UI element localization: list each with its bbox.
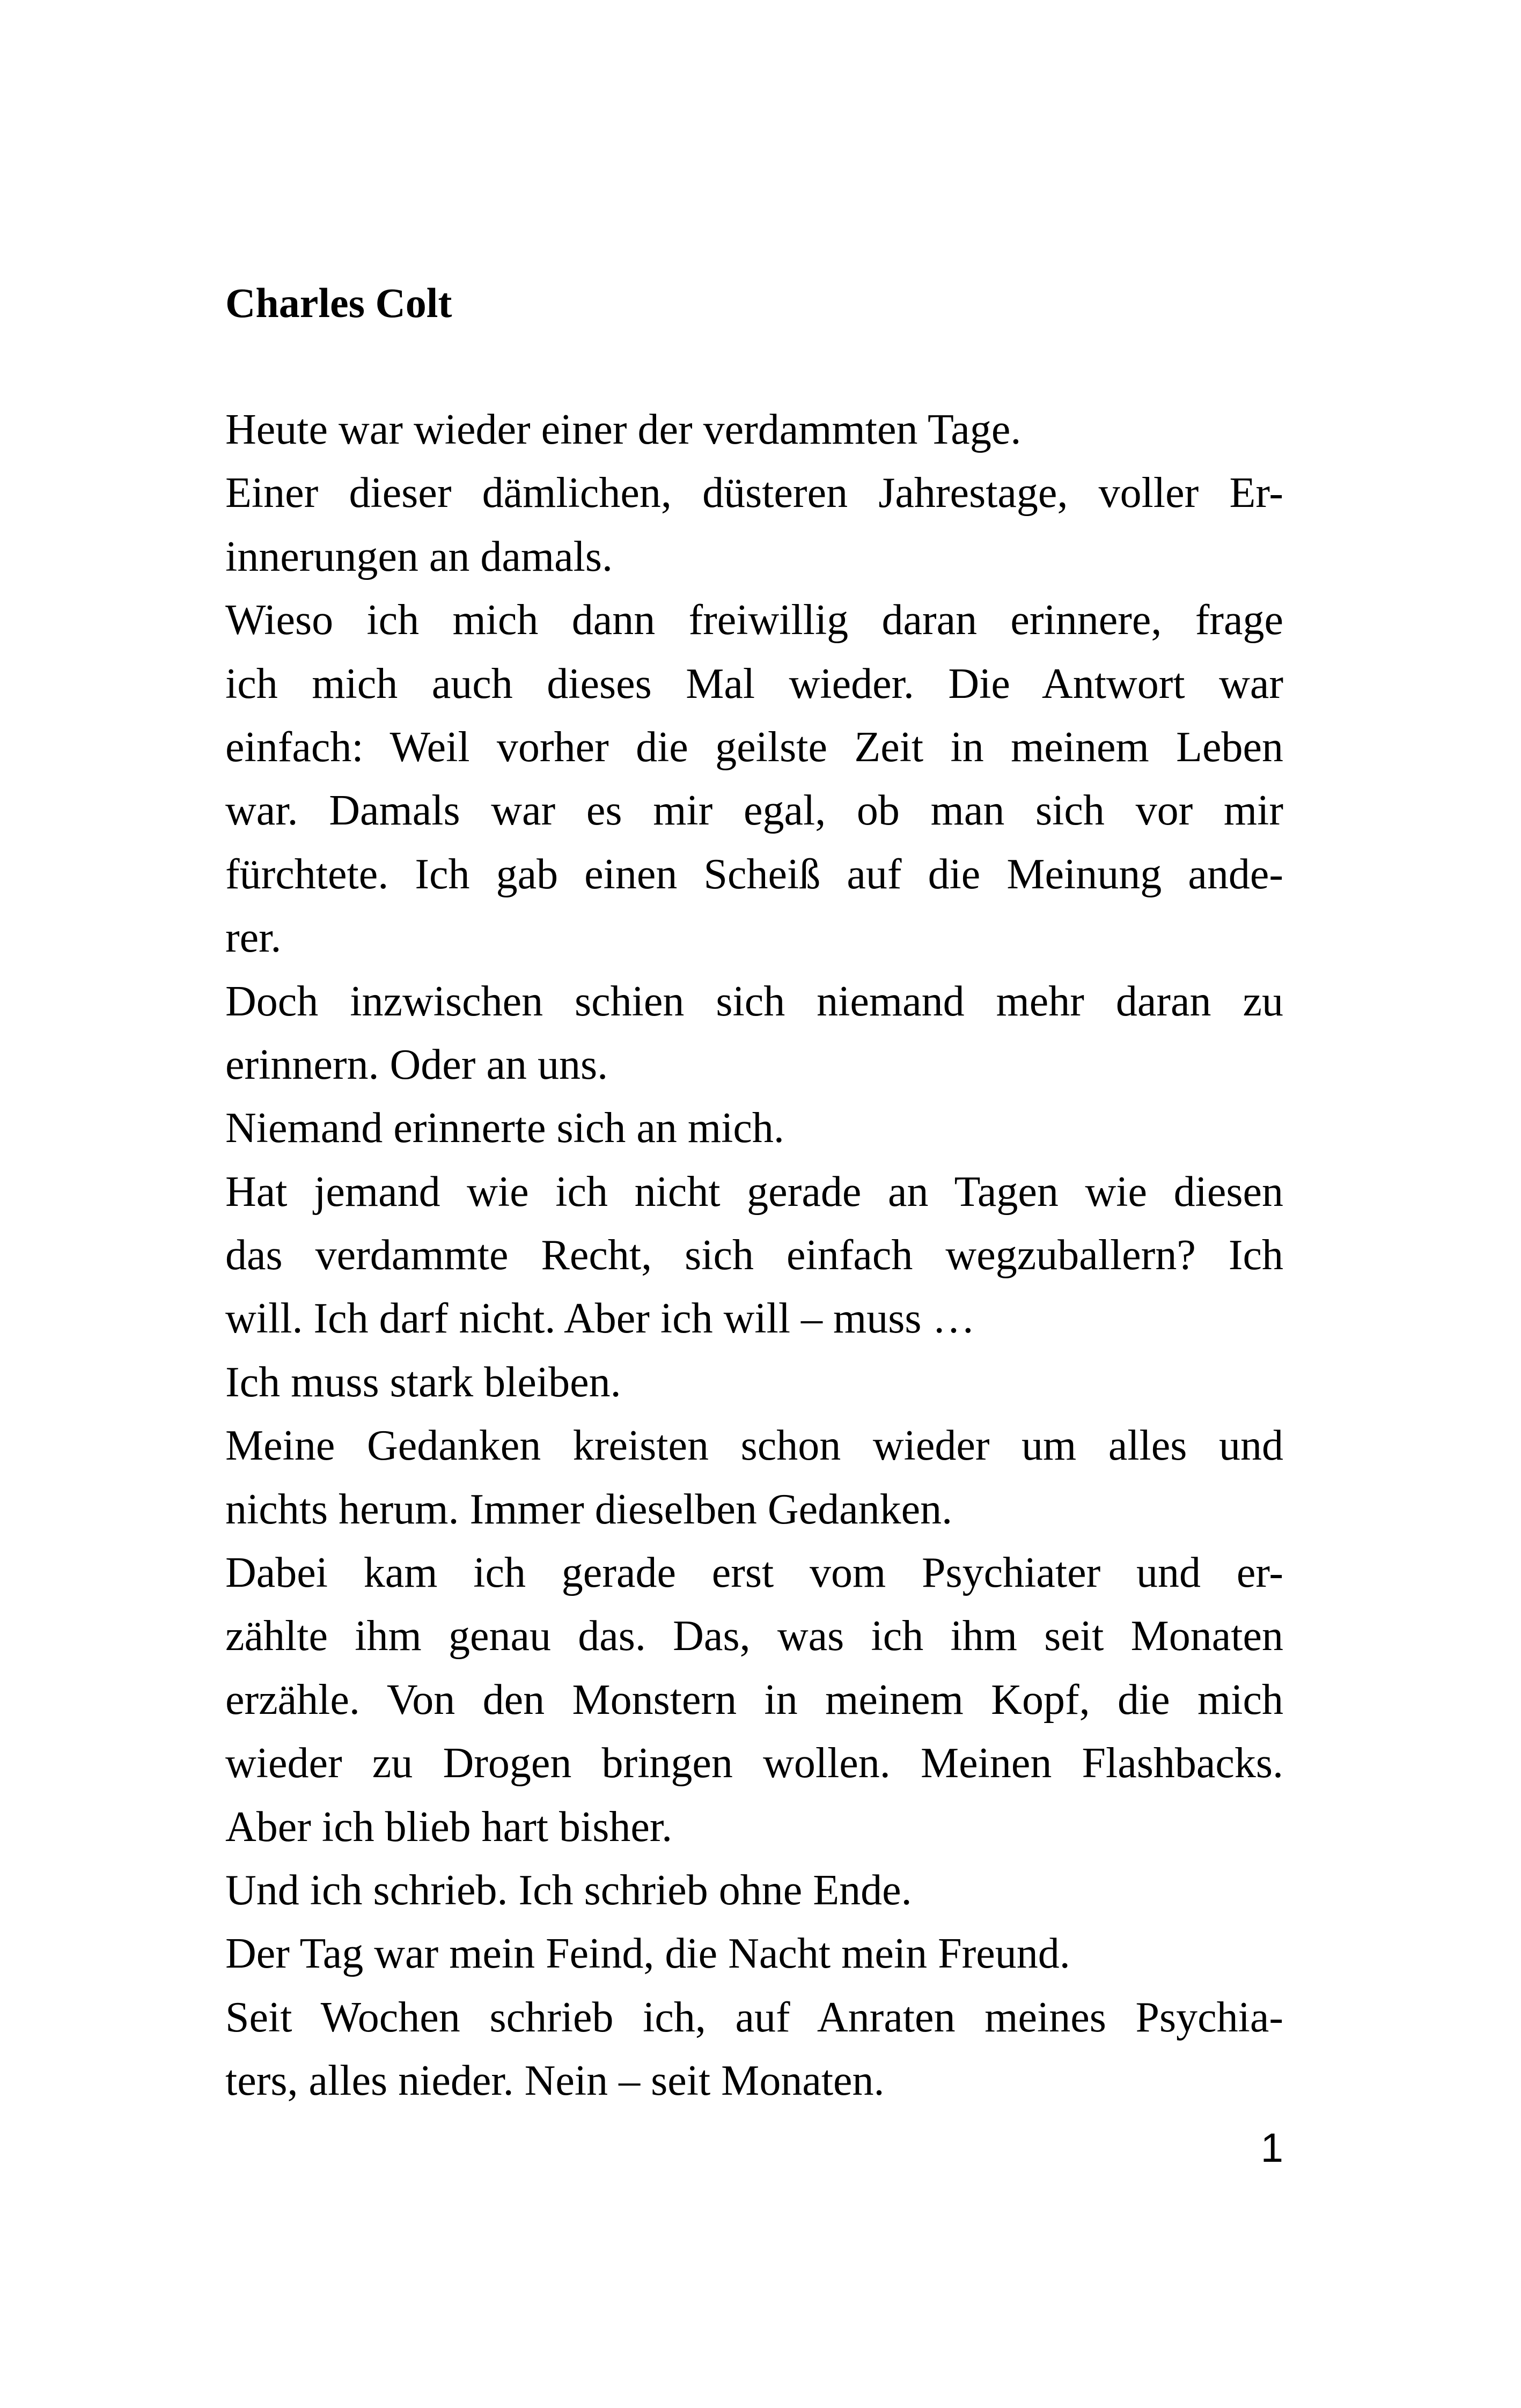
text-line: wieder zu Drogen bringen wollen. Meinen Flashbacks. [225, 1740, 1283, 1787]
text-line: ich mich auch dieses Mal wieder. Die Antwort war [225, 660, 1283, 708]
text-line: Meine Gedanken kreisten schon wieder um alles und [225, 1422, 1283, 1470]
page-number: 1 [1260, 2125, 1283, 2171]
text-line: Der Tag war mein Feind, die Nacht mein Freund. [225, 1930, 1070, 1978]
text-line: ters, alles nieder. Nein – seit Monaten. [225, 2057, 885, 2105]
text-line: Dabei kam ich gerade erst vom Psychiater und er- [225, 1549, 1283, 1597]
text-line: Seit Wochen schrieb ich, auf Anraten meines Psychia- [225, 1993, 1283, 2041]
text-line: war. Damals war es mir egal, ob man sich vor mir [225, 787, 1283, 835]
text-line: innerungen an damals. [225, 533, 613, 580]
text-line: nichts herum. Immer dieselben Gedanken. [225, 1485, 953, 1533]
text-line: erzähle. Von den Monstern in meinem Kopf, die mich [225, 1676, 1283, 1724]
text-line: will. Ich darf nicht. Aber ich will – muss … [225, 1295, 975, 1343]
text-line: das verdammte Recht, sich einfach wegzuballern? Ich [225, 1232, 1283, 1279]
chapter-title: Charles Colt [225, 279, 452, 326]
text-line: Aber ich blieb hart bisher. [225, 1803, 673, 1851]
text-line: Einer dieser dämlichen, düsteren Jahrestage, voller Er- [225, 469, 1283, 517]
text-line: Heute war wieder einer der verdammten Tage. [225, 406, 1022, 453]
body-text [225, 398, 1283, 2113]
text-line: rer. [225, 914, 282, 962]
text-line: fürchtete. Ich gab einen Scheiß auf die Meinung ande- [225, 850, 1283, 898]
text-line: einfach: Weil vorher die geilste Zeit in meinem Leben [225, 723, 1283, 771]
text-line: Doch inzwischen schien sich niemand mehr daran zu [225, 977, 1283, 1025]
text-line: Und ich schrieb. Ich schrieb ohne Ende. [225, 1866, 912, 1914]
text-line: erinnern. Oder an uns. [225, 1041, 608, 1088]
text-line: Hat jemand wie ich nicht gerade an Tagen wie diesen [225, 1168, 1283, 1216]
text-line: zählte ihm genau das. Das, was ich ihm seit Monaten [225, 1612, 1283, 1660]
text-line: Ich muss stark bleiben. [225, 1358, 621, 1406]
text-line: Wieso ich mich dann freiwillig daran erinnere, frage [225, 597, 1283, 644]
text-line: Niemand erinnerte sich an mich. [225, 1104, 784, 1152]
